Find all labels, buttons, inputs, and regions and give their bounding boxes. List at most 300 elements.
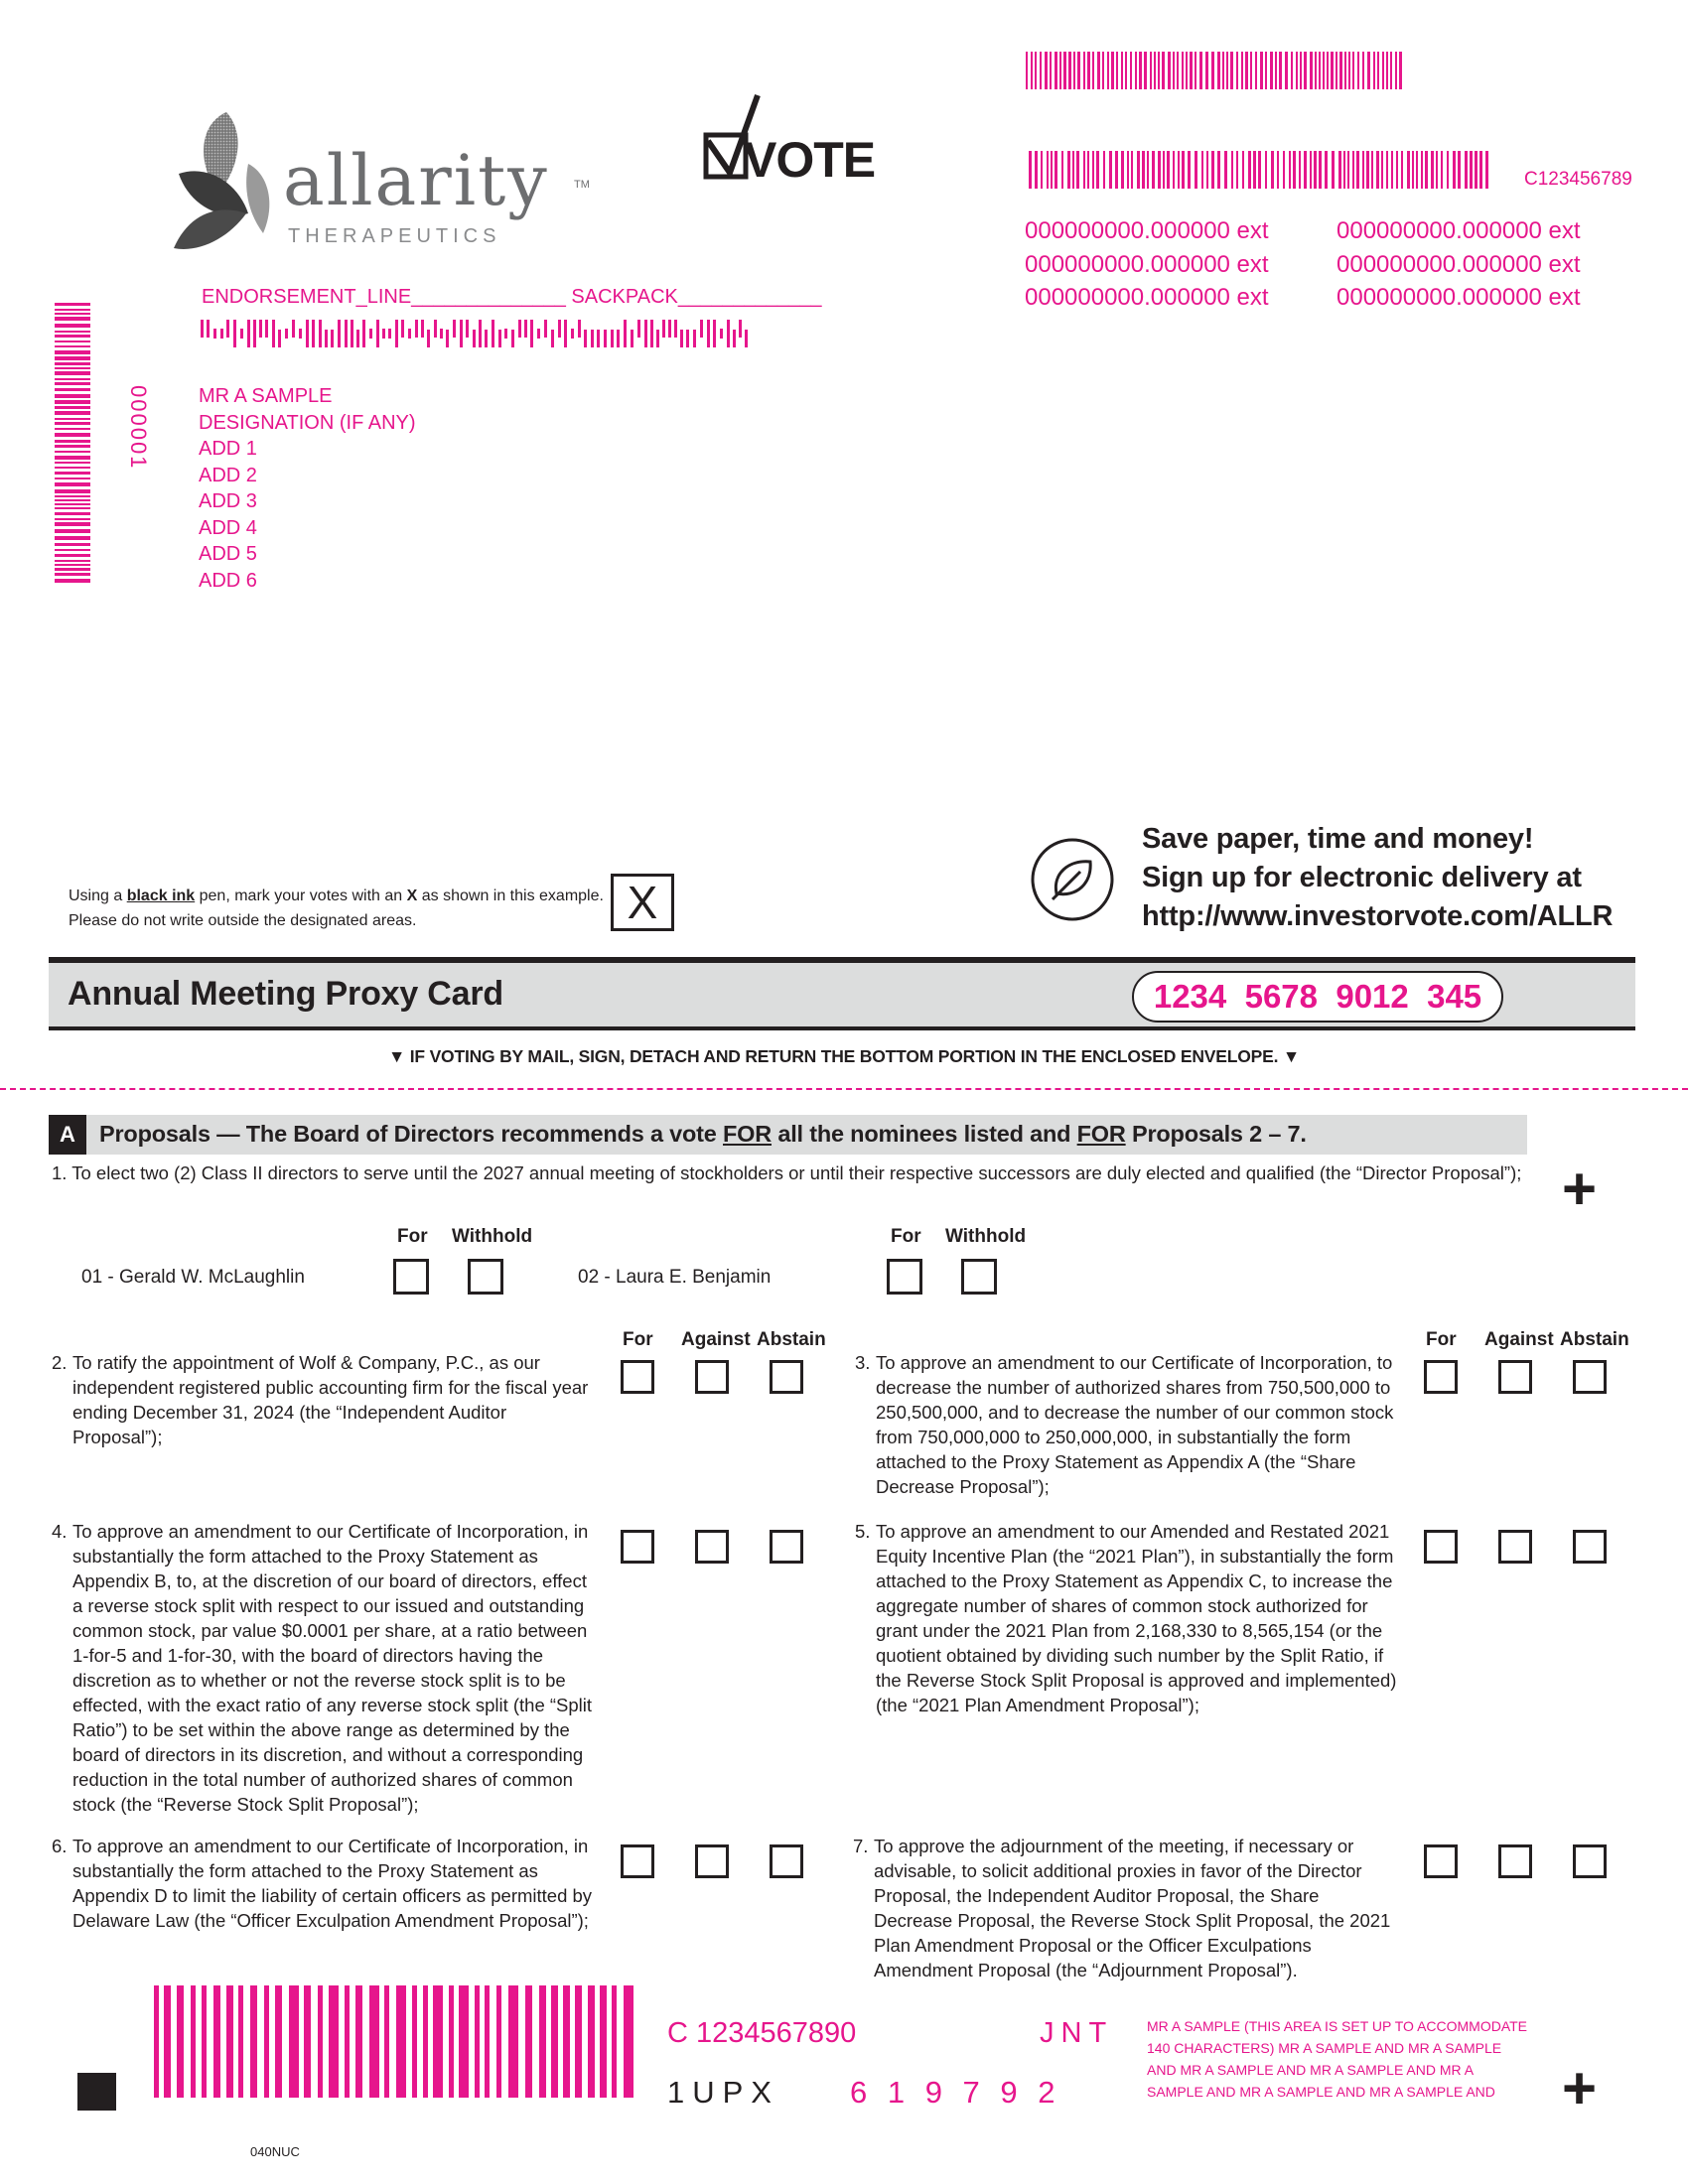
barcode-bar: [617, 330, 620, 347]
barcode-bar: [1248, 151, 1251, 189]
barcode-bar: [1352, 52, 1354, 89]
down-arrow-icon: ▼: [1282, 1046, 1301, 1066]
barcode-bar: [473, 330, 476, 347]
barcode-bar: [1087, 151, 1089, 189]
barcode-bar: [396, 1985, 406, 2098]
barcode-bar: [1163, 151, 1165, 189]
barcode-bar: [446, 330, 449, 347]
barcode-bar: [650, 320, 653, 347]
title-band-bottom-rule: [49, 1026, 1635, 1030]
barcode-bar: [1271, 151, 1274, 189]
barcode-bar: [1255, 52, 1257, 89]
barcode-bar: [1485, 151, 1488, 189]
barcode-bar: [584, 330, 587, 347]
barcode-bar: [1045, 52, 1048, 89]
barcode-bar: [1465, 151, 1468, 189]
barcode-bar: [1283, 151, 1285, 189]
barcode-bar: [213, 329, 216, 339]
barcode-bar: [423, 1985, 428, 2098]
example-mark-box: [611, 874, 674, 931]
barcode-bar: [530, 320, 533, 347]
barcode-bar: [1152, 151, 1155, 189]
barcode-bar: [250, 1985, 257, 2098]
barcode-bar: [1336, 52, 1337, 89]
detach-text: IF VOTING BY MAIL, SIGN, DETACH AND RETURN THE BOTTOM PORTION IN THE ENCLOSED ENVELOPE.: [409, 1046, 1279, 1066]
barcode-bar: [1399, 52, 1402, 89]
marking-instructions: [69, 884, 604, 933]
barcode-bar: [1121, 151, 1124, 189]
postal-barcode-top: [1026, 52, 1405, 89]
barcode-bar: [345, 1985, 350, 2098]
section-title-for: FOR: [1076, 1121, 1126, 1147]
barcode-bar: [201, 320, 204, 338]
barcode-bar: [739, 320, 742, 338]
barcode-bar: [1178, 151, 1180, 189]
barcode-bar: [1277, 151, 1279, 189]
barcode-bar: [1470, 151, 1473, 189]
proposal-5-against-checkbox[interactable]: [1498, 1530, 1532, 1564]
barcode-bar: [1125, 52, 1127, 89]
barcode-bar: [1102, 52, 1104, 89]
barcode-bar: [1299, 151, 1301, 189]
barcode-bar: [55, 536, 90, 540]
proposal-number: 2.: [52, 1352, 68, 1373]
form-code: 040NUC: [250, 2144, 300, 2159]
barcode-bar: [1315, 52, 1317, 89]
barcode-bar: [55, 411, 90, 415]
barcode-bar: [1265, 151, 1267, 189]
proposal-number: 7.: [853, 1836, 869, 1856]
barcode-bar: [1130, 52, 1132, 89]
barcode-bar: [1270, 52, 1273, 89]
barcode-bar: [1121, 52, 1123, 89]
barcode-bar: [55, 303, 90, 306]
barcode-bar: [745, 330, 748, 347]
barcode-bar: [1031, 52, 1033, 89]
barcode-bar: [55, 478, 90, 479]
proposal-5-abstain-checkbox[interactable]: [1573, 1530, 1607, 1564]
barcode-bar: [564, 320, 567, 347]
barcode-bar: [1362, 52, 1364, 89]
proposal-7-against-checkbox[interactable]: [1498, 1844, 1532, 1878]
barcode-bar: [1224, 151, 1227, 189]
barcode-bar: [355, 1985, 362, 2098]
barcode-bar: [508, 1985, 518, 2098]
barcode-bar: [1107, 52, 1109, 89]
proposal-6-for-checkbox[interactable]: [621, 1844, 654, 1878]
barcode-bar: [1319, 151, 1322, 189]
address-line: ADD 6: [199, 569, 257, 592]
barcode-bar: [1040, 52, 1042, 89]
proposal-7: [853, 1834, 1396, 1982]
barcode-bar: [544, 320, 547, 338]
barcode-bar: [259, 320, 262, 338]
barcode-bar: [1347, 151, 1349, 189]
proposal-number: 3.: [855, 1352, 871, 1373]
withhold-header: Withhold: [452, 1226, 533, 1247]
barcode-bar: [369, 1985, 379, 2098]
barcode-bar: [1376, 151, 1379, 189]
barcode-bar: [1222, 52, 1224, 89]
barcode-bar: [558, 320, 561, 338]
proposal-6-against-checkbox[interactable]: [695, 1844, 729, 1878]
barcode-bar: [551, 330, 554, 347]
barcode-bar: [1300, 52, 1302, 89]
registration-plus-icon: +: [1562, 1156, 1598, 1222]
barcode-bar: [1061, 151, 1063, 189]
proposal-number: 4.: [52, 1521, 68, 1542]
barcode-bar: [637, 320, 640, 338]
barcode-bar: [1367, 52, 1370, 89]
barcode-bar: [1154, 52, 1156, 89]
barcode-bar: [1195, 52, 1196, 89]
barcode-bar: [226, 1985, 233, 2098]
barcode-bar: [362, 320, 365, 347]
barcode-bar: [1285, 52, 1288, 89]
barcode-bar: [345, 320, 348, 347]
proposal-text: To approve an amendment to our Certificate of Incorporation, to decrease the number of authorized shares from 750,500,000 to 250,500,000, and to decrease the number of our common stock from 750,000,000 to 250,000,000, in substantially the form attached to the Proxy Statement as Appendix A (the “Share Decrease Proposal”);: [876, 1352, 1394, 1497]
ext-line: 000000000.000000 ext: [1025, 250, 1269, 278]
barcode-bar: [1131, 151, 1133, 189]
proposal-4-for-checkbox[interactable]: [621, 1530, 654, 1564]
barcode-bar: [1310, 151, 1312, 189]
barcode-bar: [1047, 151, 1049, 189]
barcode-bar: [55, 543, 90, 546]
barcode-bar: [1135, 52, 1137, 89]
barcode-bar: [55, 324, 90, 328]
barcode-bar: [1325, 151, 1328, 189]
barcode-bar: [1366, 151, 1369, 189]
batch-code: 6 1 9 7 9 2: [850, 2075, 1061, 2110]
barcode-bar: [459, 1985, 469, 2098]
proposal-2-for-checkbox[interactable]: [621, 1360, 654, 1394]
barcode-bar: [395, 320, 398, 347]
barcode-bar: [325, 330, 328, 347]
barcode-bar: [492, 320, 494, 347]
barcode-bar: [1441, 151, 1443, 189]
barcode-bar: [1092, 151, 1094, 189]
barcode-bar: [1139, 52, 1142, 89]
barcode-bar: [55, 522, 90, 526]
section-a-letter-box: [49, 1115, 86, 1155]
barcode-bar: [1077, 52, 1080, 89]
barcode-bar: [1035, 52, 1037, 89]
nominee-01-withhold-checkbox[interactable]: [468, 1259, 503, 1295]
barcode-bar: [427, 330, 430, 347]
proposal-3-for-checkbox[interactable]: [1424, 1360, 1458, 1394]
proposal-4-against-checkbox[interactable]: [695, 1530, 729, 1564]
proposal-text: To approve an amendment to our Amended and Restated 2021 Equity Incentive Plan (the “2021 Plan”), in substantially the form attached to the Proxy Statement as Appendix C, to increase the aggregate number of shares of common stock authorized for grant under the 2021 Plan from 2,168,330 to 8,565,154 (or the quotient obtained by dividing such number by the Split Ratio, if the Reverse Stock Split Proposal is approved and implemented) (the “2021 Plan Amendment Proposal”);: [876, 1521, 1397, 1715]
barcode-bar: [55, 356, 90, 360]
barcode-bar: [1352, 151, 1354, 189]
barcode-bar: [686, 330, 689, 347]
section-letter: A: [60, 1122, 75, 1147]
barcode-bar: [55, 394, 90, 398]
barcode-bar: [1147, 151, 1149, 189]
barcode-bar: [1226, 52, 1228, 89]
barcode-bar: [1304, 52, 1307, 89]
proposal-7-abstain-checkbox[interactable]: [1573, 1844, 1607, 1878]
barcode-bar: [1319, 52, 1321, 89]
barcode-bar: [1201, 151, 1203, 189]
barcode-bar: [433, 1985, 443, 2098]
barcode-bar: [1050, 52, 1052, 89]
barcode-bar: [1362, 151, 1364, 189]
barcode-bar: [1338, 151, 1341, 189]
logo-subtitle: THERAPEUTICS: [288, 225, 501, 247]
barcode-bar: [453, 320, 456, 338]
barcode-bar: [55, 445, 90, 448]
barcode-bar: [624, 320, 627, 347]
barcode-bar: [460, 320, 463, 347]
barcode-bar: [278, 330, 281, 347]
barcode-bar: [55, 388, 90, 391]
barcode-bar: [575, 1985, 582, 2098]
barcode-bar: [485, 1985, 490, 2098]
barcode-bar: [1127, 151, 1129, 189]
barcode-bar: [319, 320, 322, 347]
barcode-bar: [55, 451, 90, 453]
example-x-mark: X: [627, 877, 658, 928]
card-number-pill: [1132, 971, 1503, 1023]
barcode-bar: [384, 1985, 389, 2098]
upx-code: 1UPX: [667, 2075, 779, 2110]
barcode-bar: [644, 320, 647, 347]
barcode-bar: [1162, 52, 1165, 89]
proposal-3-abstain-checkbox[interactable]: [1573, 1360, 1607, 1394]
section-title-text: Proposals 2 – 7.: [1125, 1121, 1307, 1147]
barcode-bar: [1188, 151, 1191, 189]
barcode-bar: [55, 400, 90, 404]
ext-lines-left: [1025, 214, 1269, 315]
barcode-bar: [55, 564, 90, 566]
barcode-bar: [55, 345, 90, 347]
barcode-bar: [1116, 52, 1118, 89]
barcode-bar: [1063, 52, 1066, 89]
barcode-bar: [1291, 52, 1293, 89]
barcode-bar: [624, 1985, 633, 2098]
barcode-bar: [207, 320, 210, 338]
barcode-bar: [220, 329, 223, 339]
barcode-bar: [285, 329, 288, 339]
proposal-2-abstain-checkbox[interactable]: [770, 1360, 803, 1394]
barcode-bar: [1068, 52, 1071, 89]
barcode-bar: [612, 1985, 617, 2098]
barcode-bar: [1230, 52, 1233, 89]
nominee-02-withhold-checkbox[interactable]: [961, 1259, 997, 1295]
barcode-bar: [1211, 52, 1214, 89]
address-line: MR A SAMPLE: [199, 385, 333, 407]
barcode-bar: [226, 320, 229, 338]
barcode-bar: [202, 1985, 207, 2098]
barcode-bar: [388, 329, 391, 339]
barcode-bar: [1083, 52, 1085, 89]
barcode-bar: [1357, 52, 1359, 89]
barcode-bar: [154, 1985, 159, 2098]
footer-barcode: [154, 1985, 640, 2098]
barcode-bar: [1199, 52, 1202, 89]
barcode-bar: [55, 529, 90, 533]
barcode-bar: [292, 320, 295, 338]
barcode-bar: [55, 317, 90, 321]
proposal-text: To approve an amendment to our Certificate of Incorporation, in substantially the form attached to the Proxy Statement as Appendix D to limit the liability of certain officers as permitted by Delaware Law (the “Officer Exculpation Amendment Proposal”);: [72, 1836, 593, 1931]
proposal-1-text: 1. To elect two (2) Class II directors to serve until the 2027 annual meeting of stockholders or until their respective successors are duly elected and qualified (the “Director Proposal”);: [52, 1162, 1522, 1183]
barcode-bar: [55, 503, 90, 505]
barcode-bar: [1072, 151, 1074, 189]
barcode-bar: [55, 440, 90, 443]
barcode-bar: [55, 313, 90, 315]
against-header: Against: [681, 1329, 751, 1350]
barcode-bar: [1205, 52, 1208, 89]
barcode-bar: [1323, 52, 1325, 89]
nominee-01-for-checkbox[interactable]: [393, 1259, 429, 1295]
proposal-text: To approve the adjournment of the meeting, if necessary or advisable, to solicit additional proxies in favor of the Director Proposal, the Independent Auditor Proposal, the Share Decrease Proposal, the Reverse Stock Split Proposal, the 2021 Plan Amendment Proposal or the Officer Exculpations Amendment Proposal (the “Adjournment Proposal”).: [874, 1836, 1391, 1980]
barcode-bar: [537, 329, 540, 339]
barcode-bar: [1142, 151, 1145, 189]
down-arrow-icon: ▼: [387, 1046, 406, 1066]
barcode-bar: [1331, 52, 1334, 89]
barcode-bar: [55, 422, 90, 425]
barcode-bar: [1035, 151, 1038, 189]
ext-line: 000000000.000000 ext: [1336, 284, 1581, 311]
barcode-bar: [55, 367, 90, 369]
barcode-bar: [571, 329, 574, 339]
instruction-text: pen, mark your votes with an: [195, 887, 407, 904]
barcode-bar: [1258, 151, 1261, 189]
barcode-bar: [191, 1985, 196, 2098]
barcode-bar: [1391, 151, 1393, 189]
barcode-bar: [55, 499, 90, 501]
barcode-bar: [1109, 151, 1112, 189]
barcode-bar: [600, 1985, 607, 2098]
barcode-bar: [1314, 151, 1317, 189]
barcode-bar: [55, 579, 90, 583]
barcode-bar: [498, 330, 501, 347]
barcode-bar: [55, 518, 90, 520]
barcode-bar: [588, 1985, 595, 2098]
withhold-header: Withhold: [945, 1226, 1027, 1247]
barcode-bar: [578, 320, 581, 338]
barcode-bar: [55, 371, 90, 375]
barcode-bar: [1390, 52, 1392, 89]
barcode-bar: [1425, 151, 1428, 189]
barcode-bar: [55, 350, 90, 354]
barcode-bar: [1289, 151, 1291, 189]
intelligent-mail-barcode: [201, 320, 749, 347]
proposal-2-against-checkbox[interactable]: [695, 1360, 729, 1394]
barcode-bar: [1067, 151, 1070, 189]
sequence-code: 000001: [126, 385, 151, 471]
instruction-text: as shown in this example.: [417, 887, 604, 904]
barcode-bar: [504, 329, 507, 339]
barcode-bar: [1092, 52, 1094, 89]
barcode-bar: [1356, 151, 1359, 189]
barcode-bar: [524, 320, 527, 338]
proposal-3: [855, 1350, 1398, 1499]
company-logo: [169, 104, 606, 253]
barcode-bar: [1458, 151, 1461, 189]
barcode-bar: [662, 320, 665, 338]
barcode-bar: [1195, 151, 1197, 189]
proposal-3-against-checkbox[interactable]: [1498, 1360, 1532, 1394]
barcode-bar: [1296, 52, 1298, 89]
barcode-bar: [1373, 52, 1375, 89]
barcode-bar: [1158, 52, 1160, 89]
control-code: C123456789: [1524, 169, 1632, 190]
barcode-bar: [1421, 151, 1423, 189]
barcode-bar: [674, 320, 677, 338]
barcode-bar: [1386, 151, 1388, 189]
barcode-bar: [1029, 151, 1032, 189]
barcode-bar: [1401, 151, 1403, 189]
nominee-02-for-checkbox[interactable]: [887, 1259, 922, 1295]
barcode-bar: [1173, 151, 1175, 189]
barcode-bar: [55, 362, 90, 365]
barcode-bar: [1412, 151, 1414, 189]
barcode-bar: [727, 320, 730, 347]
barcode-bar: [213, 1985, 220, 2098]
edelivery-url[interactable]: http://www.investorvote.com/ALLR: [1142, 900, 1614, 932]
barcode-bar: [1339, 52, 1342, 89]
barcode-bar: [318, 1985, 323, 2098]
barcode-bar: [1475, 151, 1477, 189]
barcode-bar: [401, 320, 404, 338]
barcode-bar: [240, 329, 243, 339]
proposal-4: [52, 1519, 597, 1817]
proposal-2: [52, 1350, 589, 1449]
instruction-line-2: Please do not write outside the designated areas.: [69, 912, 417, 929]
barcode-bar: [1447, 151, 1449, 189]
barcode-bar: [1395, 52, 1397, 89]
address-line: ADD 2: [199, 464, 257, 486]
barcode-bar: [1211, 151, 1214, 189]
barcode-bar: [1083, 151, 1085, 189]
barcode-bar: [479, 320, 482, 347]
barcode-bar: [604, 330, 607, 347]
barcode-bar: [1186, 52, 1188, 89]
barcode-bar: [1168, 52, 1171, 89]
nominee-name: 01 - Gerald W. McLaughlin: [81, 1267, 305, 1288]
barcode-bar: [55, 467, 90, 469]
proposal-7-for-checkbox[interactable]: [1424, 1844, 1458, 1878]
section-a-title: [99, 1121, 1307, 1148]
barcode-bar: [680, 330, 683, 347]
proposal-4-abstain-checkbox[interactable]: [770, 1530, 803, 1564]
barcode-bar: [1260, 52, 1263, 89]
barcode-bar: [55, 378, 90, 380]
proposal-number: 6.: [52, 1836, 68, 1856]
barcode-bar: [164, 1985, 171, 2098]
barcode-bar: [1332, 151, 1335, 189]
barcode-bar: [247, 320, 250, 347]
barcode-bar: [55, 507, 90, 509]
proposal-6-abstain-checkbox[interactable]: [770, 1844, 803, 1878]
barcode-bar: [1279, 52, 1282, 89]
barcode-bar: [55, 406, 90, 409]
barcode-bar: [55, 472, 90, 475]
abstain-header: Abstain: [1560, 1329, 1629, 1350]
barcode-bar: [1304, 151, 1307, 189]
barcode-bar: [1416, 151, 1418, 189]
barcode-bar: [55, 309, 90, 311]
barcode-bar: [511, 330, 514, 347]
barcode-bar: [1190, 52, 1193, 89]
barcode-bar: [55, 495, 90, 497]
barcode-bar: [1231, 151, 1233, 189]
barcode-bar: [55, 456, 90, 460]
proposal-5-for-checkbox[interactable]: [1424, 1530, 1458, 1564]
barcode-bar: [1073, 52, 1075, 89]
